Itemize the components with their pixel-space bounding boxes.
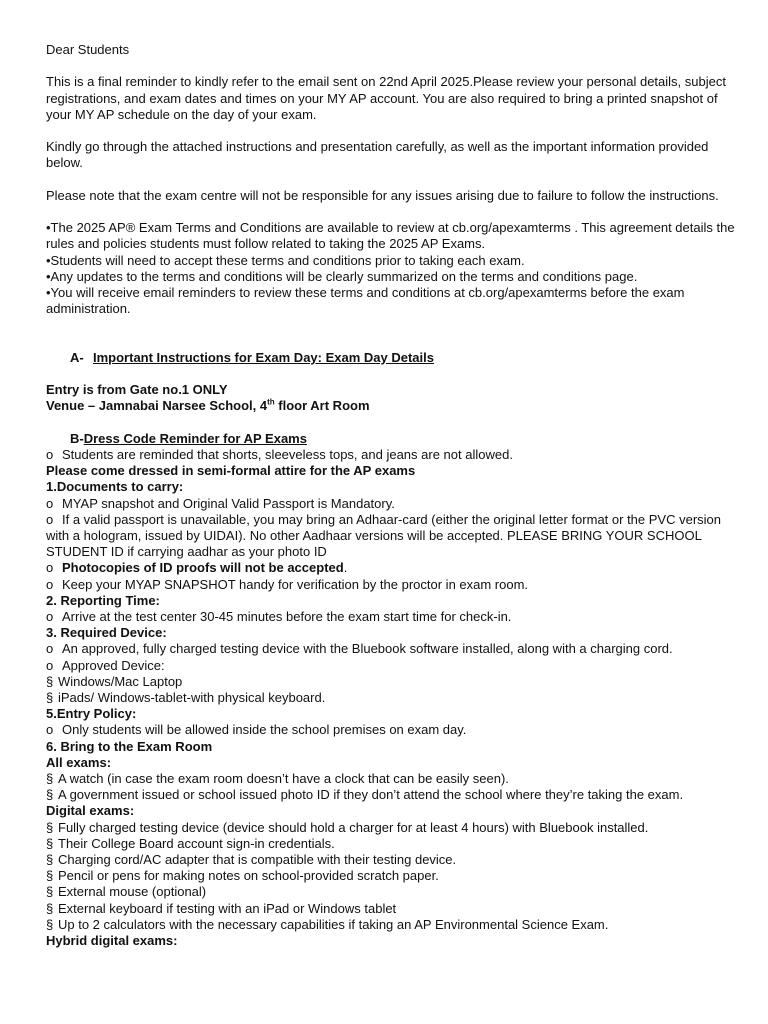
- list-subitem: [46, 852, 736, 868]
- greeting: Dear Students: [46, 42, 130, 57]
- list-item-text: Fully charged testing device (device should hold a charger for at least 4 hours) with Bluebook installed.: [58, 819, 649, 835]
- venue-text: Venue – Jamnabai Narsee School, 4: [46, 398, 268, 414]
- list-subitem: [46, 820, 736, 836]
- section-a-title: Important Instructions for Exam Day: Exam Day Details: [93, 349, 434, 365]
- list-item-text: An approved, fully charged testing device with the Bluebook software installed, along with a charging cord.: [62, 641, 673, 657]
- list-item-text: Keep your MYAP SNAPSHOT handy for verification by the proctor in exam room.: [62, 576, 529, 592]
- bullet-o: o: [46, 657, 54, 673]
- list-item-text: A watch (in case the exam room doesn’t have a clock that can be easily seen).: [58, 771, 509, 787]
- list-subitem: [46, 868, 736, 884]
- bullet-o: o: [46, 495, 54, 511]
- list-item-text: Photocopies of ID proofs will not be accepted: [62, 560, 344, 576]
- list-item: [46, 496, 736, 512]
- instructions-paragraph: Kindly go through the attached instructions and presentation carefully, as well as the important information provided below.: [46, 139, 709, 171]
- list-item-text: External keyboard if testing with an iPad or Windows tablet: [58, 900, 397, 916]
- bullet-section: §: [46, 787, 54, 803]
- list-item: [46, 722, 736, 738]
- list-item-text: Charging cord/AC adapter that is compatible with their testing device.: [58, 852, 457, 868]
- bullet-o: o: [46, 641, 54, 657]
- bullet-section: §: [46, 819, 54, 835]
- section-a-label: A-: [70, 349, 84, 365]
- list-item: [46, 447, 736, 463]
- entry-gate-line: Entry is from Gate no.1 ONLY: [46, 382, 228, 398]
- venue-text-end: floor Art Room: [274, 398, 370, 414]
- list-subitem: [46, 884, 736, 900]
- dress-note: Please come dressed in semi-formal attire for the AP exams: [46, 463, 416, 479]
- section-a-heading: [46, 350, 736, 366]
- documents-heading: 1.Documents to carry:: [46, 479, 184, 495]
- hybrid-exams-heading: Hybrid digital exams:: [46, 933, 178, 949]
- bullet-section: §: [46, 916, 54, 932]
- list-item-text: Pencil or pens for making notes on school-provided scratch paper.: [58, 868, 439, 884]
- document-page: [46, 42, 736, 949]
- list-item-text: Windows/Mac Laptop: [58, 673, 183, 689]
- list-item-text: If a valid passport is unavailable, you may bring an Adhaar-card (either the original letter format or the PVC version with a hologram, issued by UIDAI). No other Aadhaar versions will be accepted. PLEASE BRING YOUR SCHOOL STUDENT ID if carrying aadhar as your photo ID: [46, 511, 722, 560]
- bullet-o: o: [46, 576, 54, 592]
- list-subitem: [46, 690, 736, 706]
- bullet-section: §: [46, 835, 54, 851]
- bullet-section: §: [46, 673, 54, 689]
- bullet-o: o: [46, 722, 54, 738]
- section-b-heading: [46, 431, 736, 447]
- bullet-section: §: [46, 884, 54, 900]
- venue-superscript: th: [267, 398, 275, 408]
- list-item: [46, 577, 736, 593]
- list-item: [46, 609, 736, 625]
- list-item-text: Their College Board account sign-in credentials.: [58, 835, 335, 851]
- list-item: [46, 641, 736, 657]
- all-exams-heading: All exams:: [46, 754, 112, 770]
- reporting-heading: 2. Reporting Time:: [46, 592, 160, 608]
- venue-line: [46, 398, 736, 414]
- bring-heading: 6. Bring to the Exam Room: [46, 738, 213, 754]
- list-item-text: MYAP snapshot and Original Valid Passport is Mandatory.: [62, 495, 395, 511]
- terms-item: •Students will need to accept these terms and conditions prior to taking each exam.: [46, 252, 525, 268]
- list-item: [46, 512, 736, 561]
- section-b-label: B-: [70, 430, 84, 446]
- list-subitem: [46, 917, 736, 933]
- list-item: [46, 658, 736, 674]
- bullet-section: §: [46, 852, 54, 868]
- list-item-text: Approved Device:: [62, 657, 165, 673]
- list-item-text: Students are reminded that shorts, sleeveless tops, and jeans are not allowed.: [62, 446, 513, 462]
- terms-item: •Any updates to the terms and conditions will be clearly summarized on the terms and conditions page.: [46, 268, 638, 284]
- reminder-paragraph: This is a final reminder to kindly refer to the email sent on 22nd April 2025.Please review your personal details, subject registrations, and exam dates and times on your MY AP account. You are also required to bring a printed snapshot of your MY AP schedule on the day of your exam.: [46, 74, 726, 122]
- bullet-o: o: [46, 609, 54, 624]
- bullet-section: §: [46, 771, 54, 787]
- list-item: [46, 560, 736, 576]
- device-heading: 3. Required Device:: [46, 625, 167, 641]
- list-item-punct: .: [343, 560, 348, 576]
- list-subitem: [46, 787, 736, 803]
- bullet-o: o: [46, 560, 54, 576]
- list-item-text: Only students will be allowed inside the school premises on exam day.: [62, 722, 467, 738]
- bullet-o: o: [46, 446, 54, 462]
- section-b-title: Dress Code Reminder for AP Exams: [83, 430, 307, 446]
- list-item-text: External mouse (optional): [58, 884, 207, 900]
- list-subitem: [46, 771, 736, 787]
- digital-exams-heading: Digital exams:: [46, 803, 135, 819]
- list-item-text: iPads/ Windows-tablet-with physical keyboard.: [58, 690, 326, 706]
- list-item-text: Arrive at the test center 30-45 minutes before the exam start time for check-in.: [62, 609, 512, 624]
- bullet-section: §: [46, 868, 54, 884]
- list-item-text: Up to 2 calculators with the necessary capabilities if taking an AP Environmental Science Exam.: [58, 916, 609, 932]
- terms-item: •The 2025 AP® Exam Terms and Conditions are available to review at cb.org/apexamterms . This agreement details the rules and policies students must follow related to taking the 2025 AP Exams.: [46, 220, 735, 252]
- terms-item: •You will receive email reminders to review these terms and conditions at cb.org/apexamterms before the exam administration.: [46, 284, 685, 317]
- list-subitem: [46, 836, 736, 852]
- list-subitem: [46, 674, 736, 690]
- list-subitem: [46, 901, 736, 917]
- list-item-text: A government issued or school issued photo ID if they don’t attend the school where they’re taking the exam.: [58, 787, 684, 803]
- bullet-section: §: [46, 690, 54, 706]
- responsibility-paragraph: Please note that the exam centre will not be responsible for any issues arising due to failure to follow the instructions.: [46, 187, 719, 203]
- bullet-section: §: [46, 900, 54, 916]
- entry-policy-heading: 5.Entry Policy:: [46, 706, 137, 722]
- bullet-o: o: [46, 511, 54, 527]
